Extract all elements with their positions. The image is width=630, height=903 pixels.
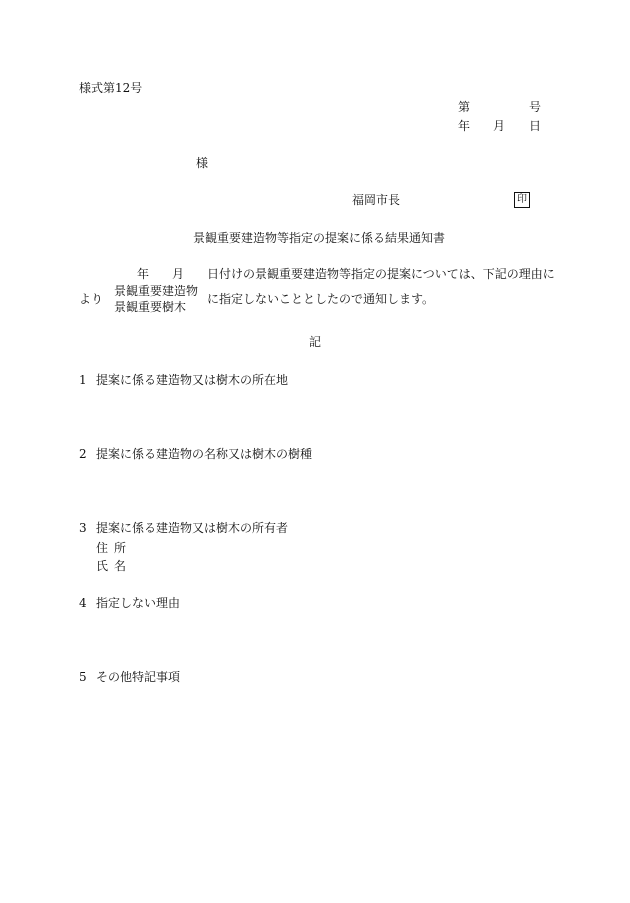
body-option-building: 景観重要建造物	[114, 284, 199, 298]
date-month: 月	[493, 119, 506, 133]
ki-heading: 記	[309, 335, 322, 349]
addressee-suffix: 様	[196, 156, 209, 170]
document-title: 景観重要建造物等指定の提案に係る結果通知書	[193, 231, 446, 245]
seal-stamp: 印	[514, 192, 530, 208]
date-day: 日	[529, 119, 542, 133]
doc-number-go: 号	[529, 100, 542, 114]
body-option-tree: 景観重要樹木	[114, 300, 187, 314]
form-number: 様式第12号	[79, 81, 143, 95]
item-2-text: 提案に係る建造物の名称又は樹木の樹種	[96, 447, 313, 461]
sender: 福岡市長	[352, 193, 401, 207]
owner-name-char-1: 氏	[96, 559, 109, 573]
body-line-1: 日付けの景観重要建造物等指定の提案については、下記の理由に	[207, 267, 555, 281]
item-3-number: 3	[79, 521, 87, 535]
item-1-text: 提案に係る建造物又は樹木の所在地	[96, 373, 289, 387]
doc-number-dai: 第	[458, 100, 471, 114]
owner-address-char-1: 住	[96, 541, 109, 555]
body-month: 月	[172, 267, 185, 281]
item-3-text: 提案に係る建造物又は樹木の所有者	[96, 521, 289, 535]
item-1-number: 1	[79, 373, 87, 387]
item-2-number: 2	[79, 447, 87, 461]
item-5-number: 5	[79, 670, 87, 684]
owner-name-label	[96, 560, 126, 572]
body-line-2: に指定しないこととしたので通知します。	[207, 292, 435, 306]
owner-address-char-2: 所	[114, 541, 127, 555]
item-4-number: 4	[79, 596, 87, 610]
item-4-text: 指定しない理由	[96, 596, 181, 610]
owner-name-char-2: 名	[114, 559, 127, 573]
owner-address-label	[96, 542, 126, 554]
body-yori: より	[79, 292, 104, 306]
body-year: 年	[137, 267, 150, 281]
item-5-text: その他特記事項	[96, 670, 181, 684]
date-year: 年	[458, 119, 471, 133]
